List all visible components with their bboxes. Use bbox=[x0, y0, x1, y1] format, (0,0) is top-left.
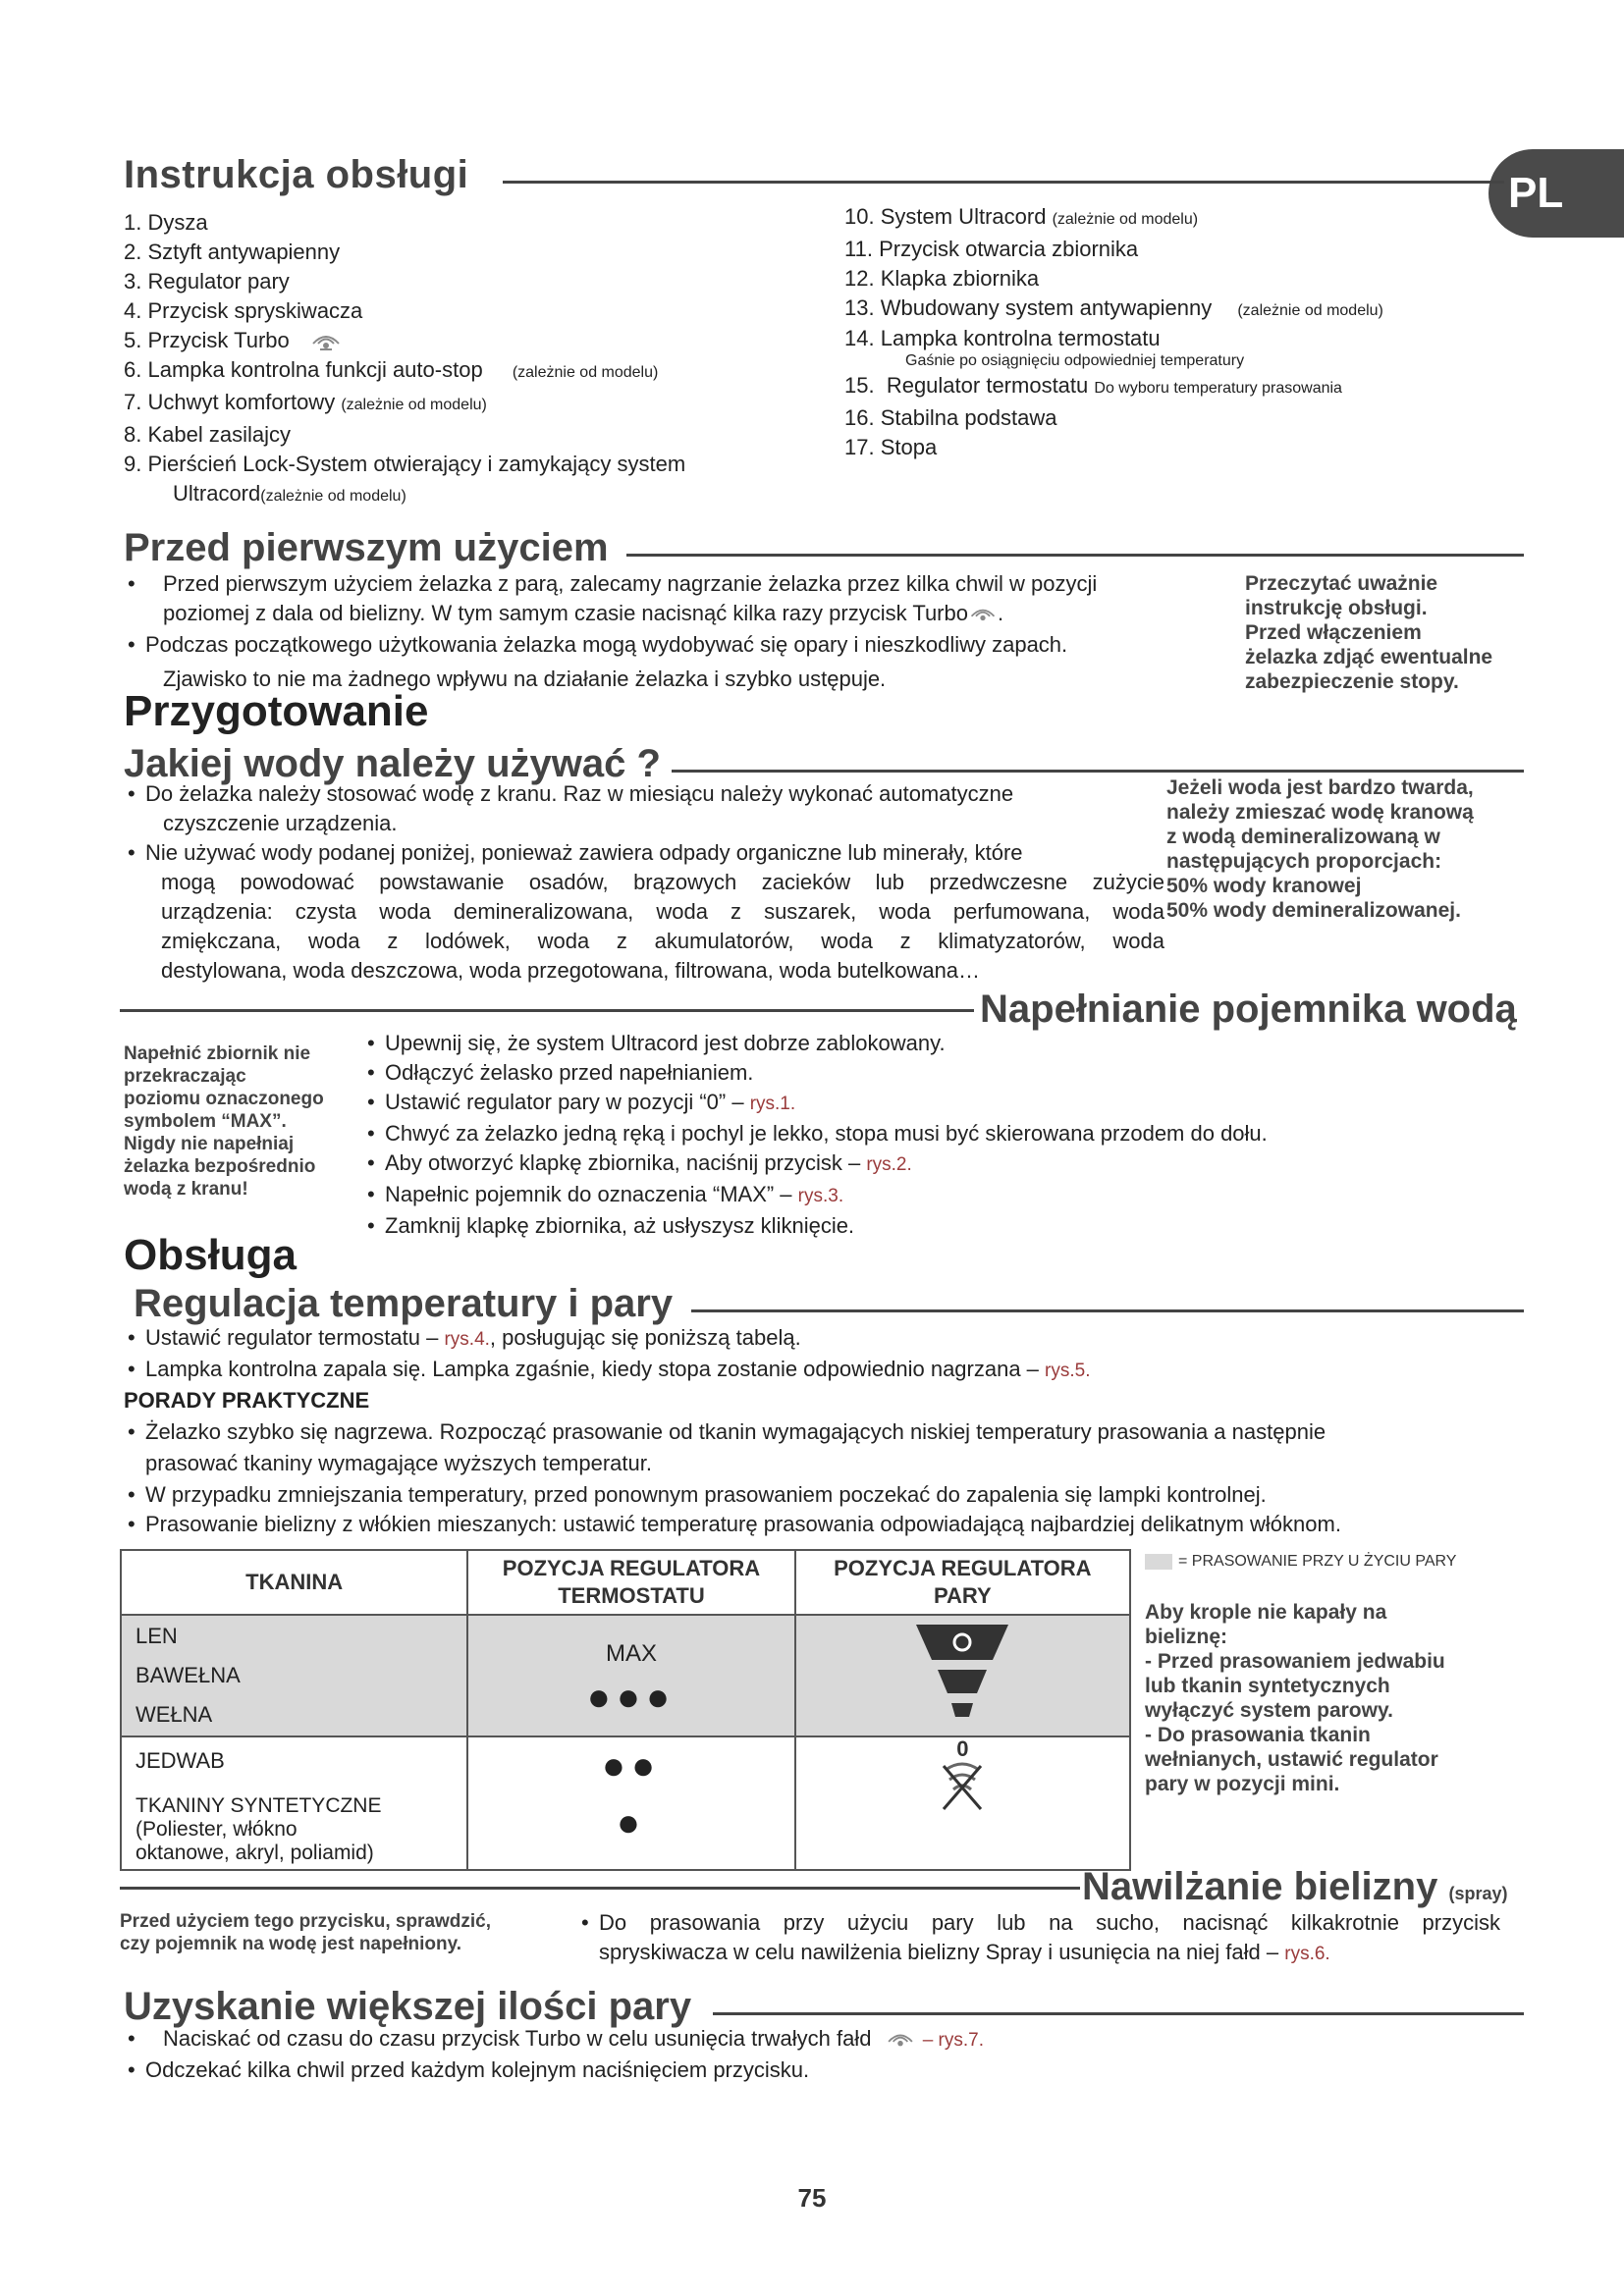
parts-list-right bbox=[844, 202, 1492, 462]
bullet-item: • Chwyć za żelazko jedną ręką i pochyl je lekko, stopa musi być skierowana przodem do dołu. bbox=[363, 1119, 1463, 1148]
spray-body bbox=[577, 1908, 1500, 1969]
list-item: 2. Sztyft antywapienny bbox=[124, 240, 341, 264]
bullet-item: • Przed pierwszym użyciem żelazka z parą, zalecamy nagrzanie żelazka przez kilka chwil w pozycji poziomej z dala od bielizny. W tym samym czasie nacisnąć kilka razy przycisk Turbo . bbox=[124, 569, 1233, 628]
subsection-title-regulacja: Regulacja temperatury i pary bbox=[134, 1282, 674, 1325]
column-header: POZYCJA REGULATORA TERMOSTATU bbox=[467, 1550, 794, 1615]
bullet-item: • Odłączyć żelasko przed napełnianiem. bbox=[363, 1058, 1463, 1088]
bullet-item: • Napełnic pojemnik do oznaczenia “MAX” – rys.3. bbox=[363, 1180, 1463, 1211]
section-title-napelnianie: Napełnianie pojemnika wodą bbox=[980, 988, 1517, 1031]
table-header-row bbox=[121, 1550, 1130, 1615]
table-row bbox=[121, 1736, 1130, 1870]
list-item: 5. Przycisk Turbo bbox=[124, 326, 811, 355]
fill-steps bbox=[363, 1029, 1463, 1241]
turbo-icon bbox=[309, 330, 343, 353]
list-item: 16. Stabilna podstawa bbox=[844, 405, 1057, 430]
bullet-item: • W przypadku zmniejszania temperatury, przed ponownym prasowaniem poczekać do zapalenia się lampki kontrolnej. bbox=[124, 1480, 1538, 1510]
steam-cell bbox=[795, 1615, 1130, 1736]
title-rule bbox=[672, 770, 1524, 773]
section-title-przed: Przed pierwszym użyciem bbox=[124, 526, 609, 569]
list-item-cont: Ultracord(zależnie od modelu) bbox=[173, 481, 406, 506]
section-title-wiecej-pary: Uzyskanie większej ilości pary bbox=[124, 1985, 692, 2028]
bullet-item: • Do prasowania przy użyciu pary lub na sucho, nacisnąć kilkakrotnie przycisk spryskiwacza w celu nawilżenia bielizny Spray i usunięcia na niej fałd – rys.6. bbox=[577, 1908, 1500, 1969]
section-title-nawilzanie: Nawilżanie bielizny (spray) bbox=[1082, 1865, 1508, 1908]
bullet-item: • Nie używać wody podanej poniżej, ponieważ zawiera odpady organiczne lub minerały, które mogą powodować powstawanie osadów, brązowych zacieków lub przedwczesne zużycie urządzenia: czysta woda demineralizowana, woda z suszarek, woda perfumowana, woda zmiękczana, woda z lodówek, woda z akumulatorów, woda z klimatyzatorów, woda destylowana, woda deszczowa, woda przegotowana, filtrowana, woda butelkowana… bbox=[124, 838, 1164, 986]
list-item-sub: Gaśnie po osiągnięciu odpowiedniej temperatury bbox=[905, 352, 1245, 369]
fabric-table bbox=[120, 1549, 1131, 1871]
bullet-item: • Odczekać kilka chwil przed każdym kolejnym naciśnięciem przycisku. bbox=[124, 2056, 1498, 2085]
page-number: 75 bbox=[797, 2183, 827, 2213]
list-item: 6. Lampka kontrolna funkcji auto-stop (zależnie od modelu) bbox=[124, 357, 659, 382]
language-tab-label: PL bbox=[1508, 169, 1564, 217]
side-note-table: Aby krople nie kapały na bieliznę: - Przed prasowaniem jedwabiu lub tkanin syntetycznych wyłączyć system parowy. - Do prasowania tkanin wełnianych, ustawić regulator pary w pozycji mini. bbox=[1145, 1601, 1445, 1795]
bullet-item: • Do żelazka należy stosować wodę z kranu. Raz w miesiącu należy wykonać automatyczne czyszczenie urządzenia. bbox=[124, 779, 1164, 838]
section-title-obsluga: Obsługa bbox=[124, 1231, 298, 1279]
fabric-cell: JEDWAB TKANINY SYNTETYCZNE (Poliester, włókno oktanowe, akryl, poliamid) bbox=[121, 1736, 467, 1870]
column-header: TKANINA bbox=[121, 1550, 467, 1615]
list-item: 8. Kabel zasilajcy bbox=[124, 422, 291, 447]
side-note-spray: Przed użyciem tego przycisku, sprawdzić, czy pojemnik na wodę jest napełniony. bbox=[120, 1911, 492, 1954]
list-item: 14. Lampka kontrolna termostatu bbox=[844, 326, 1161, 350]
bullet-item: • Aby otworzyć klapkę zbiornika, naciśnij przycisk – rys.2. bbox=[363, 1148, 1463, 1180]
turbo-icon bbox=[884, 2029, 917, 2051]
parts-list-left bbox=[124, 208, 811, 511]
language-tab bbox=[1489, 149, 1624, 238]
side-note-fill: Napełnić zbiornik nie przekraczając poziomu oznaczonego symbolem “MAX”. Nigdy nie napełniaj żelazka bezpośrednio wodą z kranu! bbox=[124, 1043, 324, 1200]
list-item: 12. Klapka zbiornika bbox=[844, 266, 1040, 291]
thermostat-cell: ●● ● bbox=[467, 1736, 794, 1870]
list-item: 1. Dysza bbox=[124, 210, 208, 235]
bullet-item: • Ustawić regulator termostatu – rys.4., posługując się poniższą tabelą. bbox=[124, 1323, 1538, 1355]
use-body bbox=[124, 1323, 1538, 1539]
list-item: 13. Wbudowany system antywapienny (zależnie od modelu) bbox=[844, 295, 1383, 320]
bullet-item: • Lampka kontrolna zapala się. Lampka zgaśnie, kiedy stopa zostanie odpowiednio nagrzana – rys.5. bbox=[124, 1355, 1538, 1386]
list-item: 7. Uchwyt komfortowy (zależnie od modelu) bbox=[124, 390, 487, 414]
steam-cell: 0 bbox=[795, 1736, 1130, 1870]
bullet-item: • Ustawić regulator pary w pozycji “0” – rys.1. bbox=[363, 1088, 1463, 1119]
thermostat-cell: MAX ●●● bbox=[467, 1615, 794, 1736]
fabric-cell: LEN BAWEŁNA WEŁNA bbox=[121, 1615, 467, 1736]
list-item: 10. System Ultracord (zależnie od modelu) bbox=[844, 204, 1199, 229]
legend-swatch bbox=[1145, 1554, 1172, 1570]
steam-max-icon bbox=[908, 1619, 1016, 1727]
prep-body bbox=[124, 779, 1164, 986]
list-item: 9. Pierścień Lock-System otwierający i zamykający system bbox=[124, 452, 686, 476]
table-legend: = PRASOWANIE PRZY U ŻYCIU PARY bbox=[1145, 1553, 1456, 1571]
section-title-przygotowanie: Przygotowanie bbox=[124, 687, 429, 735]
title-rule bbox=[120, 1009, 974, 1012]
title-rule bbox=[713, 2012, 1524, 2015]
turbo-icon bbox=[968, 604, 998, 625]
list-item: 15. Regulator termostatu Do wyboru temperatury prasowania bbox=[844, 373, 1342, 398]
more-body bbox=[124, 2024, 1498, 2085]
title-rule bbox=[626, 554, 1524, 557]
side-note-prep: Jeżeli woda jest bardzo twarda, należy zmieszać wodę kranową z wodą demineralizowaną w następujących proporcjach: 50% wody kranowej 50% wody demineralizowanej. bbox=[1166, 776, 1474, 922]
list-item: 11. Przycisk otwarcia zbiornika bbox=[844, 237, 1139, 261]
list-item: 4. Przycisk spryskiwacza bbox=[124, 298, 363, 323]
side-note-before: Przeczytać uważnie instrukcję obsługi. Przed włączeniem żelazka zdjąć ewentualne zabezpieczenie stopy. bbox=[1245, 572, 1493, 693]
title-rule bbox=[691, 1309, 1524, 1312]
bullet-item: • Zamknij klapkę zbiornika, aż usłyszysz kliknięcie. bbox=[363, 1211, 1463, 1241]
before-body bbox=[124, 569, 1233, 699]
bullet-item: • Podczas początkowego użytkowania żelazka mogą wydobywać się opary i nieszkodliwy zapach. Zjawisko to nie ma żadnego wpływu na działanie żelazka i szybko ustępuje. bbox=[124, 630, 1233, 699]
column-header: POZYCJA REGULATORA PARY bbox=[795, 1550, 1130, 1615]
section-title-instrukcja: Instrukcja obsługi bbox=[124, 153, 469, 196]
list-item: 3. Regulator pary bbox=[124, 269, 290, 294]
table-row bbox=[121, 1615, 1130, 1736]
bullet-item: • Żelazko szybko się nagrzewa. Rozpocząć prasowanie od tkanin wymagających niskiej temperatury prasowania a następnie prasować tkaniny wymagające wyższych temperatur. bbox=[124, 1417, 1538, 1480]
list-item: 17. Stopa bbox=[844, 435, 938, 459]
title-rule bbox=[120, 1887, 1080, 1890]
no-steam-icon bbox=[938, 1760, 987, 1815]
subsection-title-woda: Jakiej wody należy używać ? bbox=[124, 742, 661, 785]
bullet-item: • Naciskać od czasu do czasu przycisk Turbo w celu usunięcia trwałych fałd – rys.7. bbox=[124, 2024, 1498, 2056]
tips-title: PORADY PRAKTYCZNE bbox=[124, 1388, 370, 1413]
bullet-item: • Prasowanie bielizny z włókien mieszanych: ustawić temperaturę prasowania odpowiadającą najbardziej delikatnym włóknom. bbox=[124, 1510, 1538, 1539]
title-rule bbox=[503, 181, 1504, 184]
bullet-item: • Upewnij się, że system Ultracord jest dobrze zablokowany. bbox=[363, 1029, 1463, 1058]
